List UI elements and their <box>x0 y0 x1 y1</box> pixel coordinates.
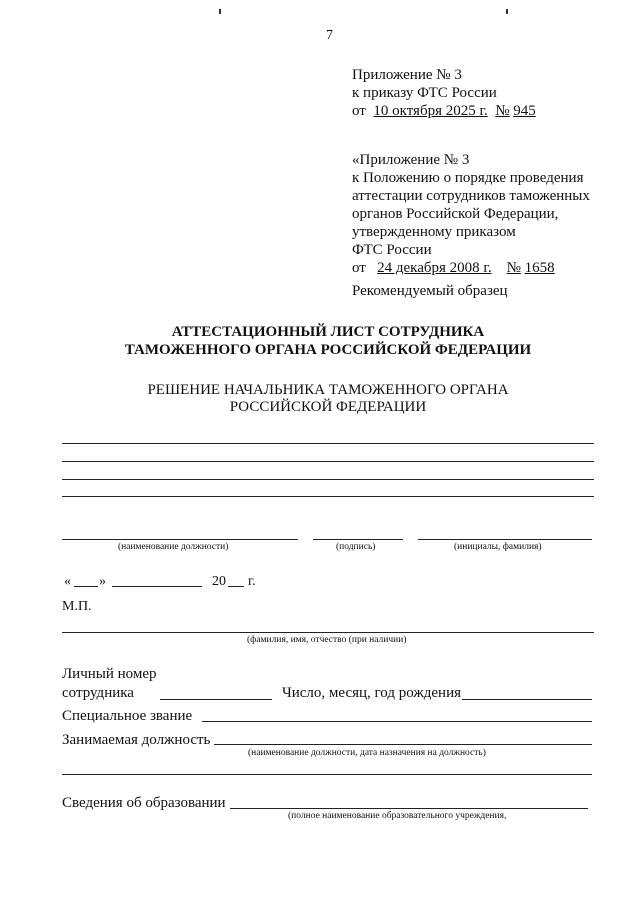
personal-number-label-2: сотрудника <box>62 685 134 701</box>
education-caption: (полное наименование образовательного учреждения, <box>288 811 507 821</box>
ref-line: аттестации сотрудников таможенных <box>352 188 590 204</box>
document-title-line1: АТТЕСТАЦИОННЫЙ ЛИСТ СОТРУДНИКА <box>171 324 485 340</box>
rank-label: Специальное звание <box>62 708 193 724</box>
appendix-num-label: № <box>495 103 510 119</box>
decision-line <box>62 496 594 497</box>
appendix-num: 945 <box>513 103 536 119</box>
appendix-date-line <box>352 102 536 121</box>
fio-caption: (фамилия, имя, отчество (при наличии) <box>247 635 407 645</box>
ref-num: 1658 <box>524 260 555 276</box>
document-title-line2: ТАМОЖЕННОГО ОРГАНА РОССИЙСКОЙ ФЕДЕРАЦИИ <box>124 342 532 358</box>
decision-line <box>62 443 594 444</box>
decision-line <box>62 461 594 462</box>
scan-mark <box>219 9 221 14</box>
date-close-quote: » <box>99 574 106 589</box>
name-caption: (инициалы, фамилия) <box>454 542 542 552</box>
decision-title-line1: РЕШЕНИЕ НАЧАЛЬНИКА ТАМОЖЕННОГО ОРГАНА <box>147 382 509 398</box>
month-line <box>112 586 202 587</box>
position-line <box>62 539 298 540</box>
scan-mark <box>506 9 508 14</box>
position-field-line <box>214 744 592 745</box>
decision-title-line2: РОССИЙСКОЙ ФЕДЕРАЦИИ <box>229 399 427 415</box>
personal-number-line <box>160 699 272 700</box>
appendix-title: Приложение № 3 <box>352 67 462 83</box>
ref-line: к Положению о порядке проведения <box>352 170 584 186</box>
year-line <box>228 586 244 587</box>
appendix-date: 10 октября 2025 г. <box>373 103 488 119</box>
decision-line <box>62 479 594 480</box>
rank-line <box>202 721 592 722</box>
ref-date: 24 декабря 2008 г. <box>377 260 492 276</box>
position-extra-line <box>62 774 592 775</box>
date-open-quote: « <box>64 574 71 589</box>
personal-number-label: Личный номер <box>62 666 157 682</box>
position-field-caption: (наименование должности, дата назначения на должность) <box>248 748 486 758</box>
page-number: 7 <box>326 28 333 43</box>
birth-date-label: Число, месяц, год рождения <box>282 685 461 701</box>
education-label: Сведения об образовании <box>62 795 226 811</box>
position-label: Занимаемая должность <box>62 732 211 748</box>
ref-line: утвержденному приказом <box>352 224 516 240</box>
date-prefix: от <box>352 103 366 119</box>
year-prefix: 20 <box>212 574 226 589</box>
appendix-order: к приказу ФТС России <box>352 85 497 101</box>
ref-line: органов Российской Федерации, <box>352 206 559 222</box>
fio-line <box>62 632 594 633</box>
position-caption: (наименование должности) <box>118 542 229 552</box>
name-line <box>418 539 592 540</box>
signature-caption: (подпись) <box>336 542 376 552</box>
ref-line: «Приложение № 3 <box>352 152 470 168</box>
ref-line: ФТС России <box>352 242 432 258</box>
stamp-label: М.П. <box>62 599 92 614</box>
ref-num-label: № <box>506 260 521 276</box>
signature-line <box>313 539 403 540</box>
recommended-sample: Рекомендуемый образец <box>352 283 508 299</box>
day-line <box>74 586 98 587</box>
ref-date-line <box>352 259 555 278</box>
date-prefix: от <box>352 260 366 276</box>
birth-date-line <box>462 699 592 700</box>
year-suffix: г. <box>248 574 256 589</box>
education-line <box>230 808 588 809</box>
